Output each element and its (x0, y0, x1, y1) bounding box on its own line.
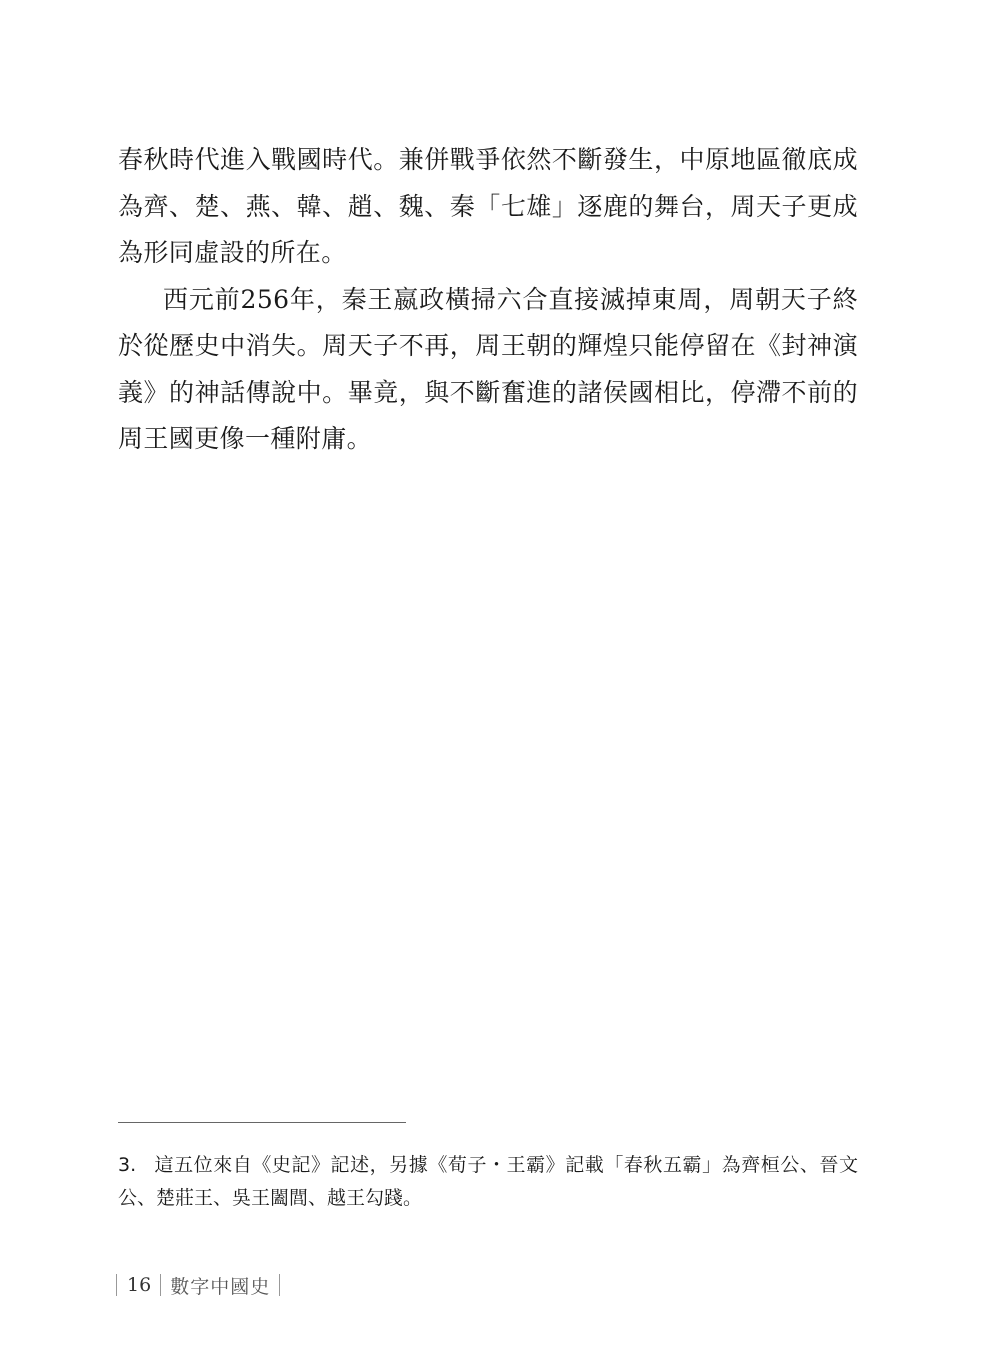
footer-divider (160, 1274, 161, 1296)
footnote-divider (118, 1122, 406, 1123)
footnote-number: 3. (118, 1154, 137, 1176)
paragraph-2: 西元前256年，秦王嬴政橫掃六合直接滅掉東周，周朝天子終於從歷史中消失。周天子不再，周王朝的輝煌只能停留在《封神演義》的神話傳說中。畢竟，與不斷奮進的諸侯國相比，停滯不前的周王國更像一種附庸。 (118, 284, 858, 453)
book-title: 數字中國史 (170, 1275, 271, 1298)
footer-divider (116, 1274, 117, 1296)
footer-divider (279, 1274, 280, 1296)
footnote (118, 1149, 858, 1215)
paragraph-1: 春秋時代進入戰國時代。兼併戰爭依然不斷發生，中原地區徹底成為齊、楚、燕、韓、趙、魏、秦「七雄」逐鹿的舞台，周天子更成為形同虛設的所在。 (118, 145, 858, 267)
page-footer (116, 1270, 280, 1300)
footnote-text: 這五位來自《史記》記述，另據《荀子・王霸》記載「春秋五霸」為齊桓公、晉文公、楚莊王、吳王闔閭、越王勾踐。 (118, 1154, 858, 1209)
body-text (118, 137, 858, 463)
page-number: 16 (127, 1274, 152, 1296)
